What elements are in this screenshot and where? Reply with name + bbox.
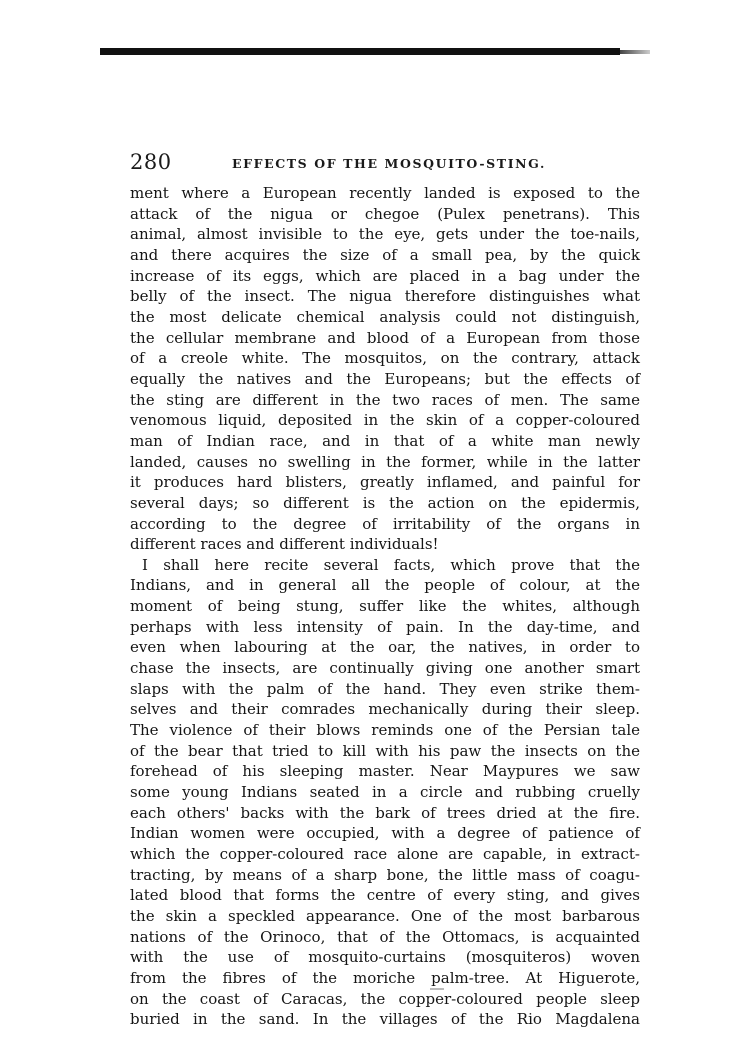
text-line: forehead of his sleeping master. Near Maypures we saw: [130, 762, 640, 781]
text-line: nations of the Orinoco, that of the Ottomacs, is acquainted: [130, 927, 640, 946]
body-text: [130, 183, 640, 1030]
text-line: attack of the nigua or chegoe (Pulex penetrans). This: [130, 204, 640, 223]
text-line: belly of the insect. The nigua therefore distinguishes what: [130, 287, 640, 306]
text-line: which the copper-coloured race alone are capable, in extract-: [130, 845, 640, 863]
text-line: the cellular membrane and blood of a European from those: [130, 328, 640, 347]
running-head: [130, 150, 640, 180]
text-line: of the bear that tried to kill with his paw the insects on the: [130, 741, 640, 760]
paper-speck: [430, 988, 444, 990]
text-line: each others' backs with the bark of trees dried at the fire.: [130, 803, 640, 822]
text-line: ment where a European recently landed is exposed to the: [130, 184, 640, 202]
text-line: from the fibres of the moriche palm-tree. At Higuerote,: [130, 968, 640, 987]
text-line: according to the degree of irritability of the organs in: [130, 514, 640, 533]
text-line: it produces hard blisters, greatly inflamed, and painful for: [130, 473, 640, 492]
text-line: The violence of their blows reminds one of the Persian tale: [130, 721, 640, 740]
paragraph-end-line: different races and different individuals!: [130, 535, 439, 554]
text-line: animal, almost invisible to the eye, gets under the toe-nails,: [130, 225, 640, 244]
text-line: the skin a speckled appearance. One of the most barbarous: [130, 906, 640, 925]
text-line: slaps with the palm of the hand. They even strike them-: [130, 679, 640, 698]
page-number: 280: [130, 150, 172, 174]
text-line: moment of being stung, suffer like the whites, although: [130, 597, 640, 616]
paragraph-start-line: I shall here recite several facts, which prove that the: [142, 555, 640, 574]
text-line: on the coast of Caracas, the copper-coloured people sleep: [130, 989, 640, 1008]
text-line: with the use of mosquito-curtains (mosquiteros) woven: [130, 948, 640, 967]
text-line: Indian women were occupied, with a degree of patience of: [130, 824, 640, 843]
text-line: and there acquires the size of a small pea, by the quick: [130, 245, 640, 264]
text-line: of a creole white. The mosquitos, on the contrary, attack: [130, 349, 640, 368]
text-line: Indians, and in general all the people of colour, at the: [130, 576, 640, 595]
top-rule: [100, 48, 620, 55]
text-line: the sting are different in the two races of men. The same: [130, 390, 640, 409]
running-title: EFFECTS OF THE MOSQUITO-STING.: [232, 156, 546, 171]
text-line: equally the natives and the Europeans; but the effects of: [130, 369, 640, 388]
text-line: chase the insects, are continually giving one another smart: [130, 659, 640, 678]
text-line: venomous liquid, deposited in the skin of a copper-coloured: [130, 411, 640, 430]
text-line: some young Indians seated in a circle and rubbing cruelly: [130, 783, 640, 802]
text-line: perhaps with less intensity of pain. In the day-time, and: [130, 617, 640, 636]
text-line: increase of its eggs, which are placed in a bag under the: [130, 266, 640, 285]
text-line: man of Indian race, and in that of a white man newly: [130, 431, 640, 450]
text-line: selves and their comrades mechanically during their sleep.: [130, 700, 640, 719]
text-line: buried in the sand. In the villages of the Rio Magdalena: [130, 1010, 640, 1029]
top-rule-edge: [620, 50, 650, 54]
text-line: tracting, by means of a sharp bone, the little mass of coagu-: [130, 865, 640, 884]
text-line: landed, causes no swelling in the former, while in the latter: [130, 452, 640, 471]
text-line: lated blood that forms the centre of every sting, and gives: [130, 886, 640, 905]
text-line: the most delicate chemical analysis could not distinguish,: [130, 307, 640, 326]
text-line: several days; so different is the action on the epidermis,: [130, 493, 640, 512]
text-line: even when labouring at the oar, the natives, in order to: [130, 638, 640, 657]
